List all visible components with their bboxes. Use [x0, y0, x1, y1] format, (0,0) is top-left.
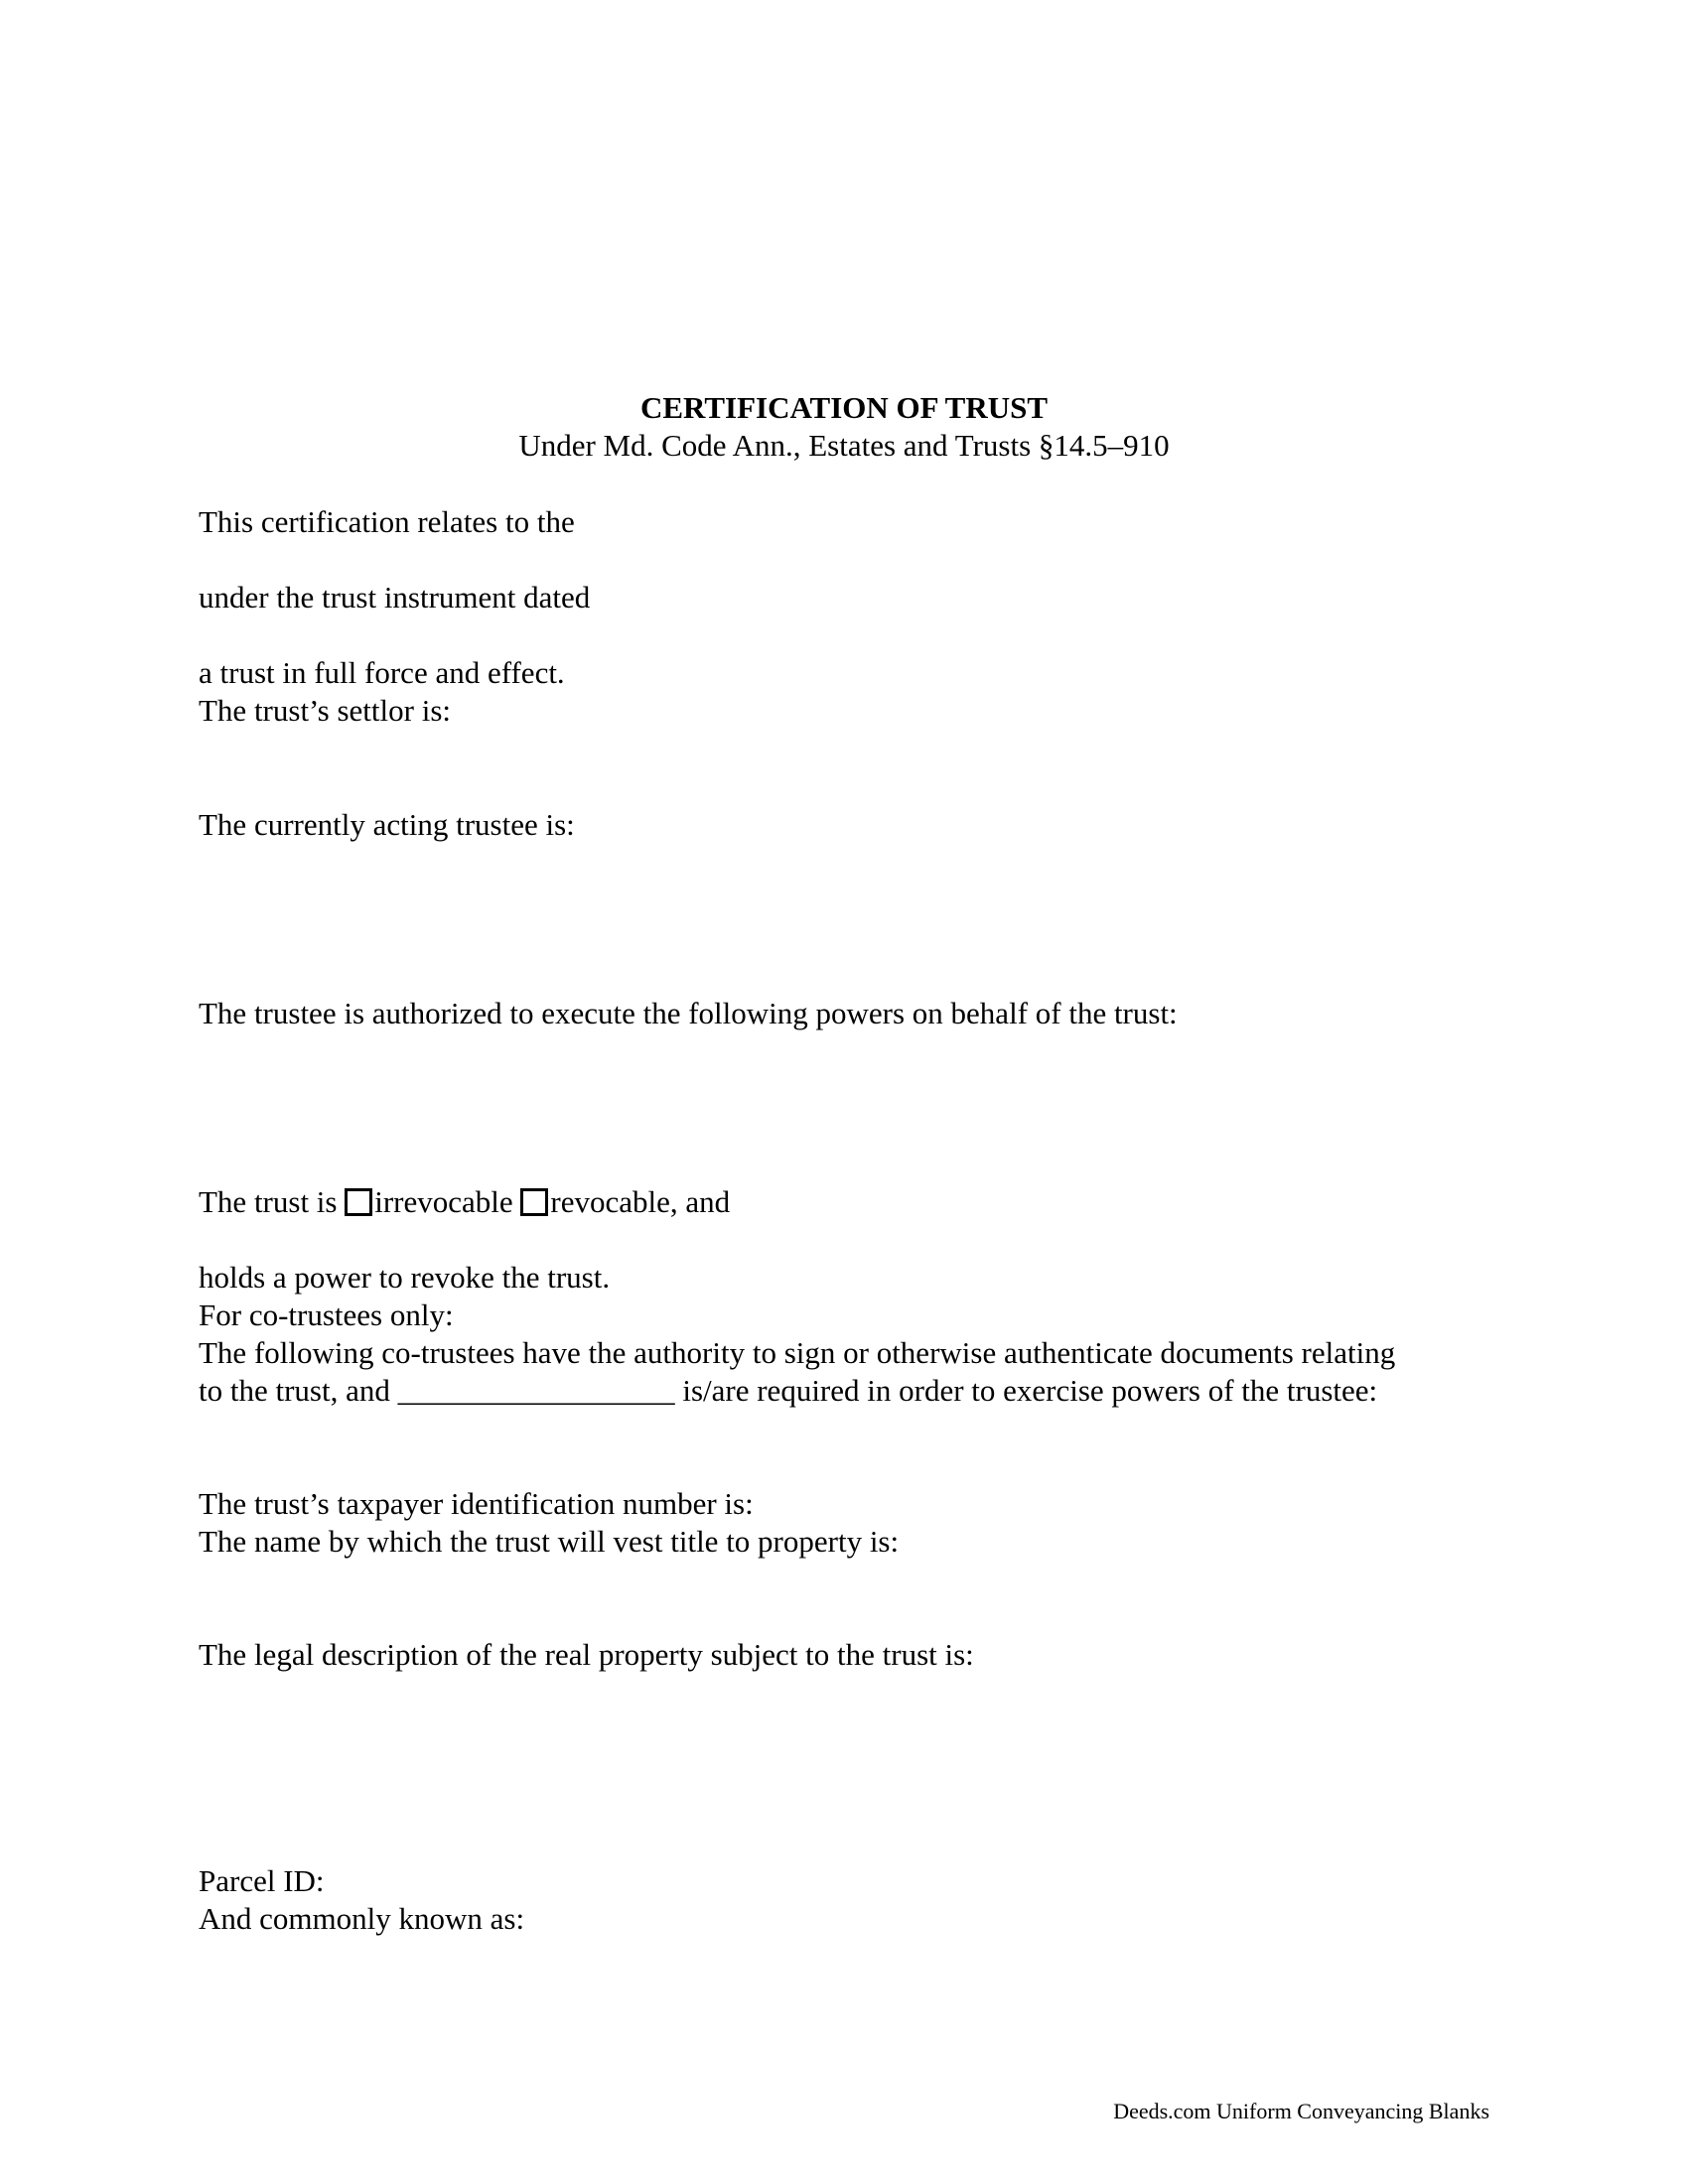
trust-type-line — [199, 1183, 730, 1221]
commonly-known-line: And commonly known as: — [199, 1901, 525, 1936]
settlor-line: The trust’s settlor is: — [199, 693, 452, 728]
document-title: CERTIFICATION OF TRUST — [639, 390, 1049, 425]
revoke-line: holds a power to revoke the trust. — [199, 1260, 611, 1295]
relates-line: This certification relates to the — [199, 504, 575, 539]
parcel-id-line: Parcel ID: — [199, 1863, 325, 1898]
cotrustees-authority-line: The following co-trustees have the authority to sign or otherwise authenticate documents relating — [199, 1335, 1396, 1370]
irrevocable-checkbox[interactable] — [345, 1188, 372, 1216]
instrument-line: under the trust instrument dated — [199, 580, 591, 614]
footer-text: Deeds.com Uniform Conveyancing Blanks — [1113, 2099, 1489, 2123]
document-subtitle: Under Md. Code Ann., Estates and Trusts §14.5–910 — [518, 428, 1170, 463]
irrevocable-label: irrevocable — [374, 1184, 513, 1219]
taxpayer-line: The trust’s taxpayer identification number is: — [199, 1486, 754, 1521]
force-line: a trust in full force and effect. — [199, 655, 565, 690]
revocable-label: revocable, and — [550, 1184, 731, 1219]
legal-description-line: The legal description of the real property subject to the trust is: — [199, 1637, 974, 1672]
trustee-line: The currently acting trustee is: — [199, 807, 575, 842]
vest-line: The name by which the trust will vest title to property is: — [199, 1524, 900, 1559]
powers-line: The trustee is authorized to execute the following powers on behalf of the trust: — [199, 996, 1178, 1030]
revocable-checkbox[interactable] — [520, 1188, 548, 1216]
cotrustees-required-line: to the trust, and __________________ is/are required in order to exercise powers of the trustee: — [199, 1373, 1378, 1408]
cotrustees-heading: For co-trustees only: — [199, 1297, 454, 1332]
trust-is-label: The trust is — [199, 1184, 338, 1219]
